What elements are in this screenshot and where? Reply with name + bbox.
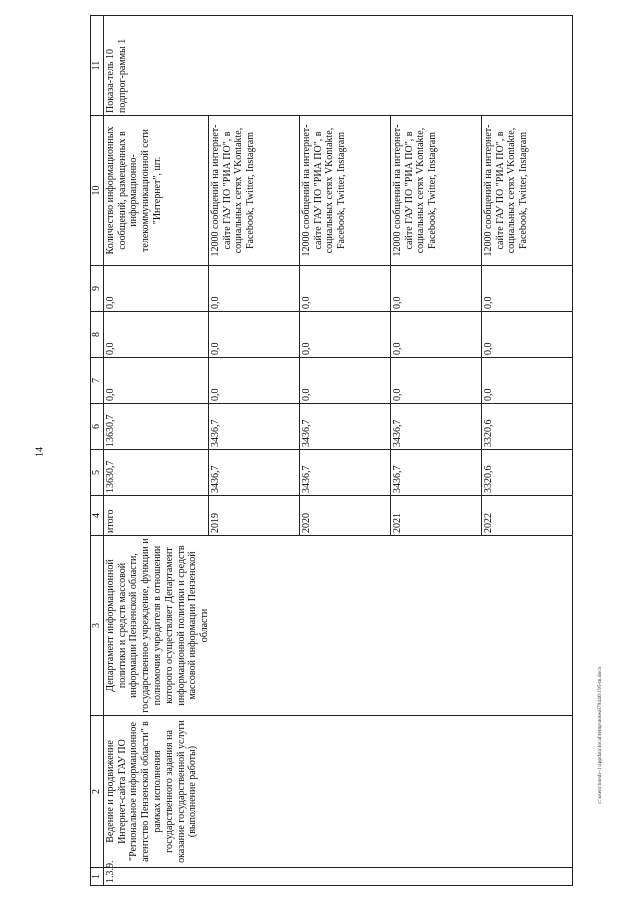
funding-cell: 0,0	[299, 312, 390, 358]
funding-cell: 0,0	[481, 266, 572, 312]
funding-cell: 0,0	[390, 266, 481, 312]
program-measures-table	[90, 15, 573, 886]
year-cell: 2022	[481, 496, 572, 536]
funding-cell: 3436,7	[299, 450, 390, 496]
funding-cell: 3436,7	[208, 404, 299, 450]
col-header-5: 5	[91, 450, 104, 496]
col-header-7: 7	[91, 358, 104, 404]
col-header-8: 8	[91, 312, 104, 358]
funding-cell: 0,0	[299, 266, 390, 312]
funding-cell: 0,0	[208, 266, 299, 312]
col-header-10: 10	[91, 116, 104, 266]
funding-cell: 0,0	[103, 266, 208, 312]
funding-cell: 3436,7	[299, 404, 390, 450]
header-row	[91, 16, 104, 886]
funding-cell: 0,0	[208, 312, 299, 358]
funding-cell: 3436,7	[208, 450, 299, 496]
page-number: 14	[34, 447, 46, 457]
funding-cell: 0,0	[481, 358, 572, 404]
funding-cell: 3436,7	[390, 450, 481, 496]
col-header-1: 1	[91, 868, 104, 886]
table-rotation	[90, 16, 580, 886]
funding-cell: 3320,6	[481, 404, 572, 450]
col-header-4: 4	[91, 496, 104, 536]
col-header-11: 11	[91, 16, 104, 116]
measure-executor: Департамент информационной политики и средств массовой информации Пензенской области, государственное учреждение, функции и полномочия учредителя в отношении которого осуществляет Департамент информационной политики и средств массовой информации Пензенской области	[103, 536, 572, 716]
col-header-9: 9	[91, 266, 104, 312]
col-header-3: 3	[91, 536, 104, 716]
indicator-text: 12000 сообщений на интернет-сайте ГАУ ПО "РИА ПО", в социальных сетях VKontakte, Facebook, Twitter, Instagram	[390, 116, 481, 266]
funding-cell: 0,0	[103, 358, 208, 404]
year-cell: 2020	[299, 496, 390, 536]
funding-cell: 3436,7	[390, 404, 481, 450]
funding-cell: 13630,7	[103, 450, 208, 496]
col-header-6: 6	[91, 404, 104, 450]
indicator-text: 12000 сообщений на интернет-сайте ГАУ ПО "РИА ПО", в социальных сетях VKontakte, Facebook, Twitter, Instagram	[481, 116, 572, 266]
funding-cell: 0,0	[299, 358, 390, 404]
measure-number: 1.3.9.	[103, 868, 572, 886]
funding-cell: 0,0	[208, 358, 299, 404]
indicator-text: 12000 сообщений на интернет-сайте ГАУ ПО "РИА ПО", в социальных сетях VKontakte, Facebook, Twitter, Instagram	[208, 116, 299, 266]
col-header-2: 2	[91, 716, 104, 868]
funding-cell: 0,0	[390, 358, 481, 404]
indicator-text: Количество информационных сообщений, размещенных в информационно-телекоммуникационной сети "Интернет", шт.	[103, 116, 208, 266]
funding-cell: 0,0	[103, 312, 208, 358]
funding-cell: 3320,6	[481, 450, 572, 496]
funding-cell: 0,0	[481, 312, 572, 358]
year-cell: 2019	[208, 496, 299, 536]
year-cell: итого	[103, 496, 208, 536]
rotated-table-container	[90, 16, 580, 886]
indicator-text: 12000 сообщений на интернет-сайте ГАУ ПО "РИА ПО", в социальных сетях VKontakte, Facebook, Twitter, Instagram	[299, 116, 390, 266]
year-cell: 2021	[390, 496, 481, 536]
footer-file-path: c:\users\borsh~1\appdata\local\temp\notes879446\195-m.docx	[597, 666, 603, 804]
table-row	[103, 16, 208, 886]
indicator-reference: Показа-тель 10 подпрог-раммы 1	[103, 16, 572, 116]
funding-cell: 0,0	[390, 312, 481, 358]
measure-name: Ведение и продвижение Интернет-сайта ГАУ ПО "Региональное информационное агентство Пензенской области" в рамках исполнения государственного задания на оказание государственной услуги (выполнение работы)	[103, 716, 572, 868]
funding-cell: 13630,7	[103, 404, 208, 450]
